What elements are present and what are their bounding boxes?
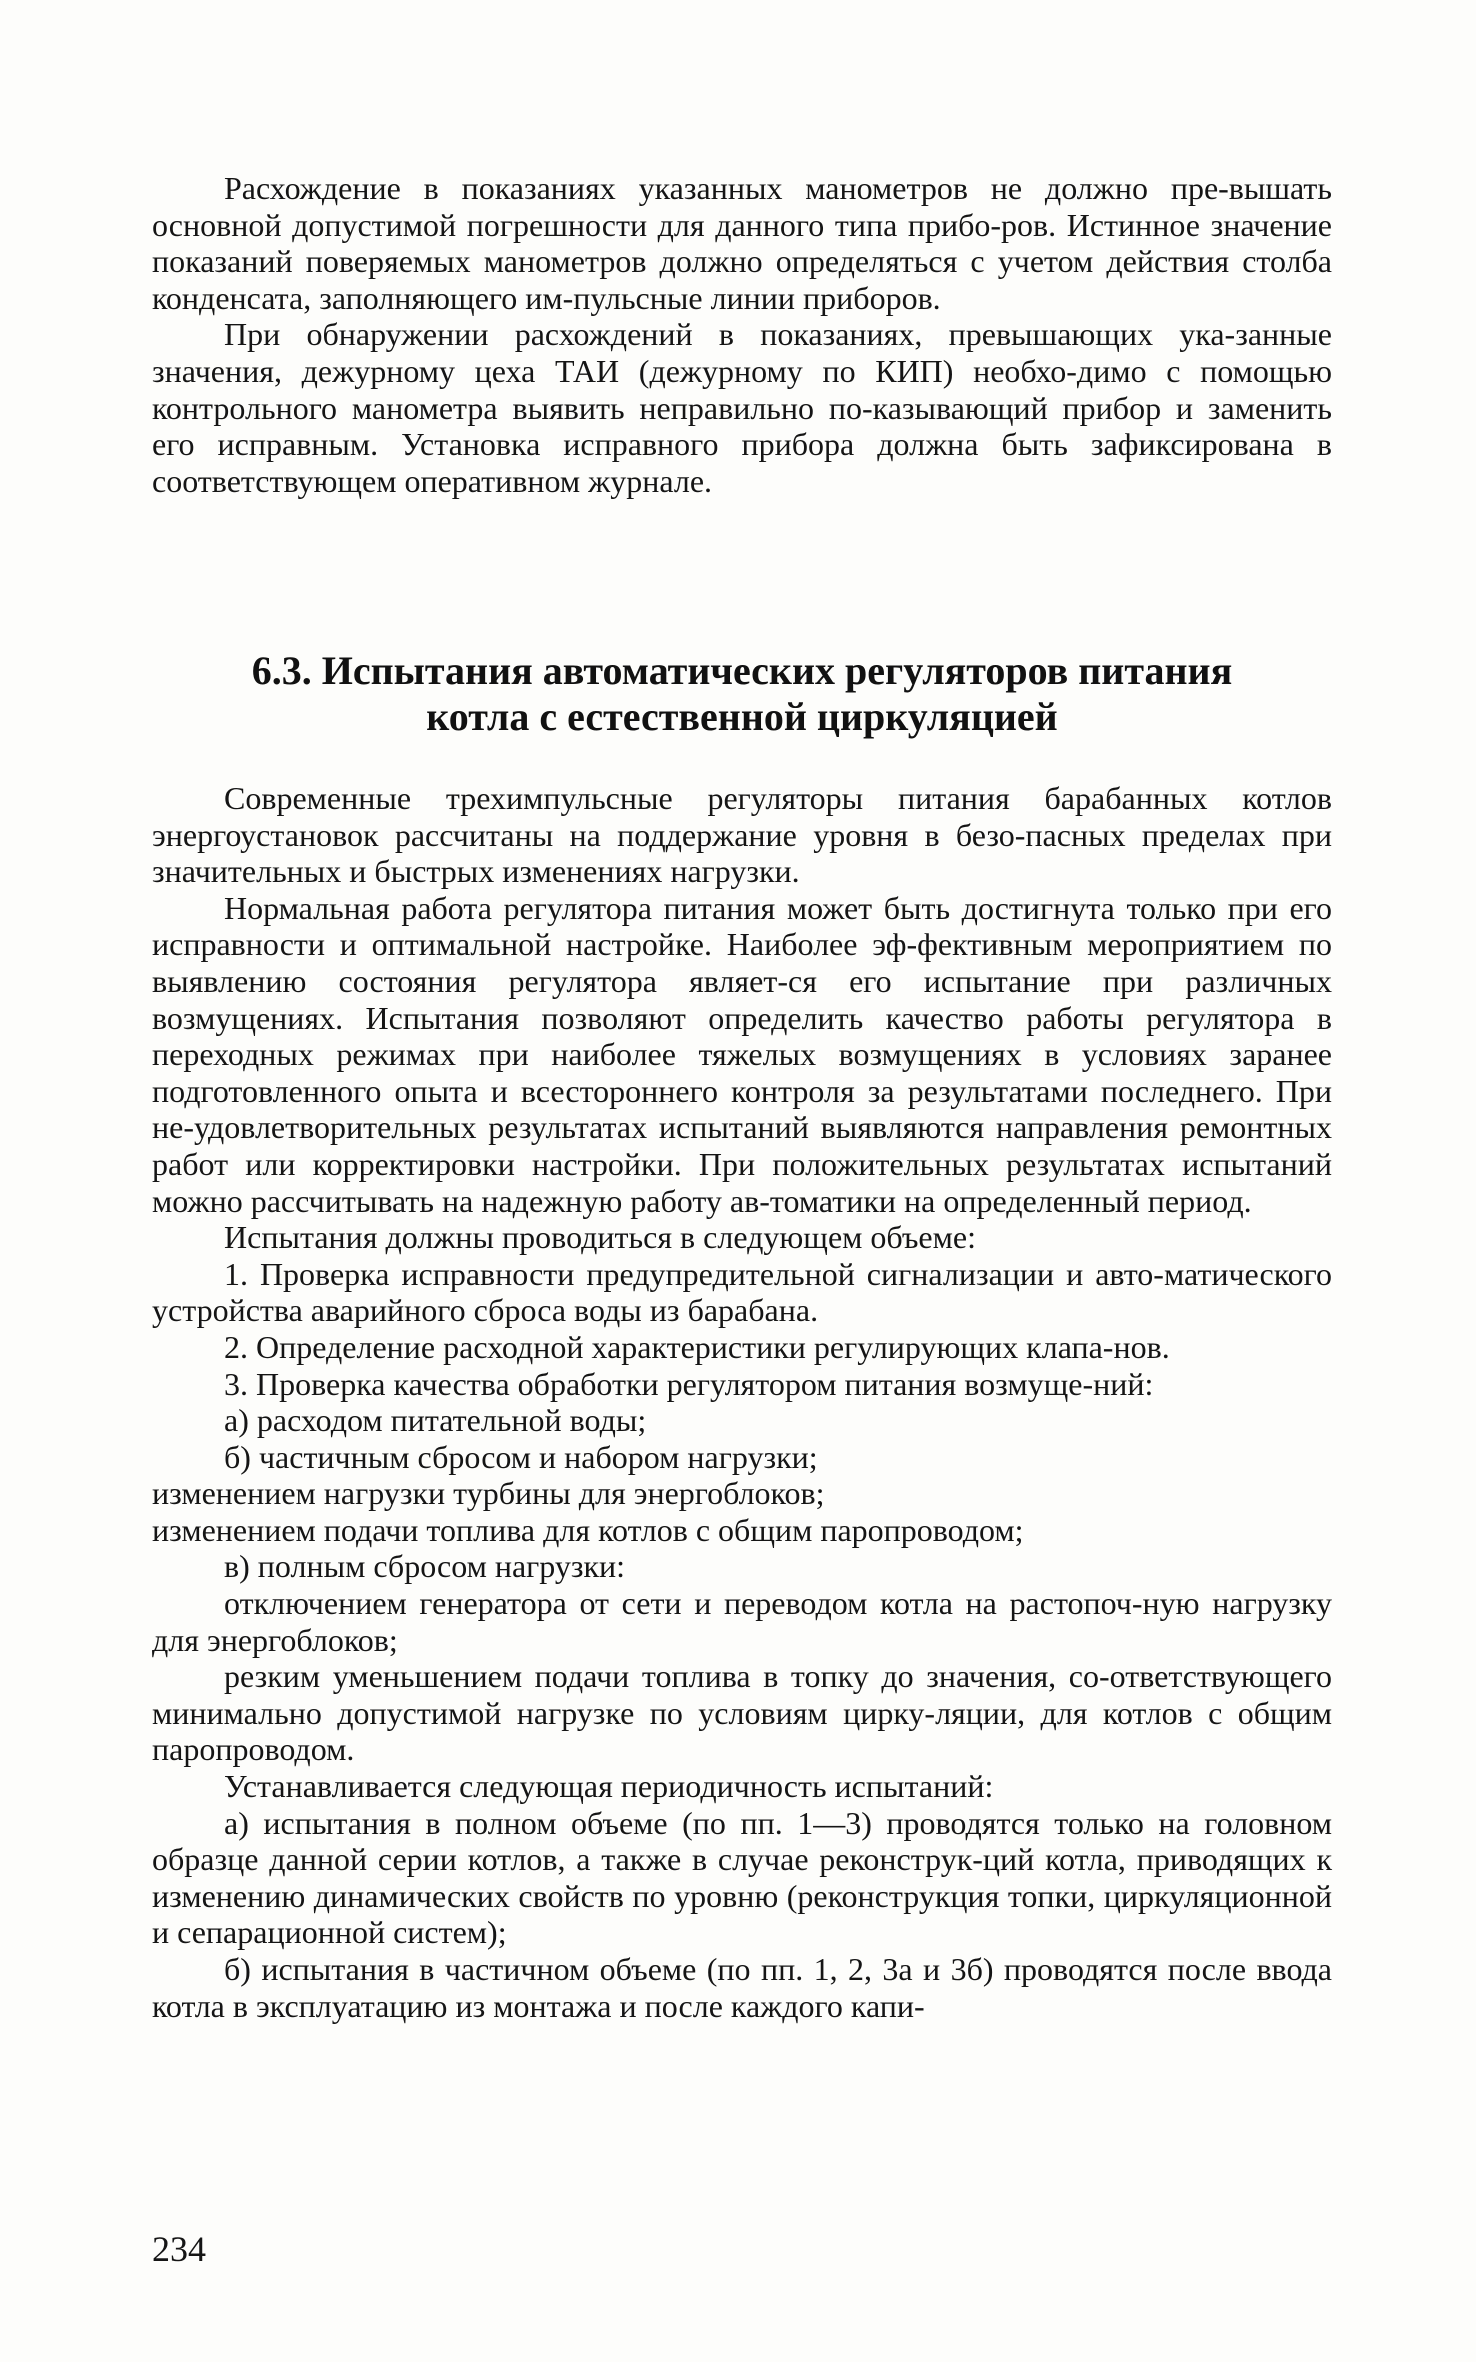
periodicity-item-a: а) испытания в полном объеме (по пп. 1—3) проводятся только на головном образце данной серии котлов, а также в случае реконструк-ций котла, приводящих к изменению динамических свойств по уровню (реконструкция топки, циркуляционной и сепарационной систем); — [152, 1804, 1332, 1951]
sub-item-b-fuel: изменением подачи топлива для котлов с общим паропроводом; — [152, 1511, 1024, 1548]
top-text-block — [152, 170, 1332, 499]
paragraph-normal-operation: Нормальная работа регулятора питания может быть достигнута только при его исправности и оптимальной настройке. Наиболее эф-фективным мероприятием по выявлению состояния регулятора являет-ся его испытание при различных возмущениях. Испытания позволяют определить качество работы регулятора в переходных режимах при наиболее тяжелых возмущениях в условиях заранее подготовленного опыта и всестороннего контроля за результатами последнего. При не-удовлетворительных результатах испытаний выявляются направления ремонтных работ или корректировки настройки. При положительных результатах испытаний можно рассчитывать на надежную работу ав-томатики на определенный период. — [152, 889, 1332, 1219]
list-item-3: 3. Проверка качества обработки регулятором питания возмуще-ний: — [224, 1365, 1154, 1402]
periodicity-item-b: б) испытания в частичном объеме (по пп. 1, 2, 3а и 3б) проводятся после ввода котла в эксплуатацию из монтажа и после каждого капи- — [152, 1951, 1332, 2024]
paragraph-duty-action: При обнаружении расхождений в показаниях, превышающих ука-занные значения, дежурному цеха ТАИ (дежурному по КИП) необхо-димо с помощью контрольного манометра выявить неправильно по-казывающий прибор и заменить его исправным. Установка исправного прибора должна быть зафиксирована в соответствующем оперативном журнале. — [152, 316, 1332, 499]
sub-item-a: а) расходом питательной воды; — [224, 1402, 647, 1439]
body-text-block — [152, 780, 1332, 2024]
paragraph-modern-regulators: Современные трехимпульсные регуляторы питания барабанных котлов энергоустановок рассчитаны на поддержание уровня в безо-пасных пределах при значительных и быстрых изменениях нагрузки. — [152, 780, 1332, 890]
sub-item-c-generator: отключением генератора от сети и переводом котла на растопоч-ную нагрузку для энергоблоков; — [152, 1585, 1332, 1658]
paragraph-periodicity: Устанавливается следующая периодичность испытаний: — [224, 1768, 994, 1805]
sub-item-b-turbine: изменением нагрузки турбины для энергоблоков; — [152, 1475, 825, 1512]
paragraph-test-scope: Испытания должны проводиться в следующем объеме: — [224, 1219, 976, 1256]
list-item-2: 2. Определение расходной характеристики регулирующих клапа-нов. — [224, 1328, 1170, 1365]
section-title-line2: котла с естественной циркуляцией — [426, 694, 1058, 739]
section-title-line1: Испытания автоматических регуляторов питания — [321, 648, 1233, 693]
section-number: 6.3. — [251, 648, 312, 693]
paragraph-manometer-discrepancy: Расхождение в показаниях указанных манометров не должно пре-вышать основной допустимой погрешности для данного типа прибо-ров. Истинное значение показаний поверяемых манометров должно определяться с учетом действия столба конденсата, заполняющего им-пульсные линии приборов. — [152, 170, 1332, 316]
page-number: 234 — [152, 2229, 206, 2269]
sub-item-c: в) полным сбросом нагрузки: — [224, 1548, 626, 1585]
list-item-1: 1. Проверка исправности предупредительной сигнализации и авто-матического устройства аварийного сброса воды из барабана. — [152, 1255, 1332, 1329]
section-heading-line1 — [152, 648, 1332, 694]
section-heading — [152, 648, 1332, 740]
sub-item-b: б) частичным сбросом и набором нагрузки; — [224, 1438, 818, 1475]
sub-item-c-fuel-reduction: резким уменьшением подачи топлива в топку до значения, со-ответствующего минимально допустимой нагрузке по условиям цирку-ляции, для котлов с общим паропроводом. — [152, 1658, 1332, 1768]
